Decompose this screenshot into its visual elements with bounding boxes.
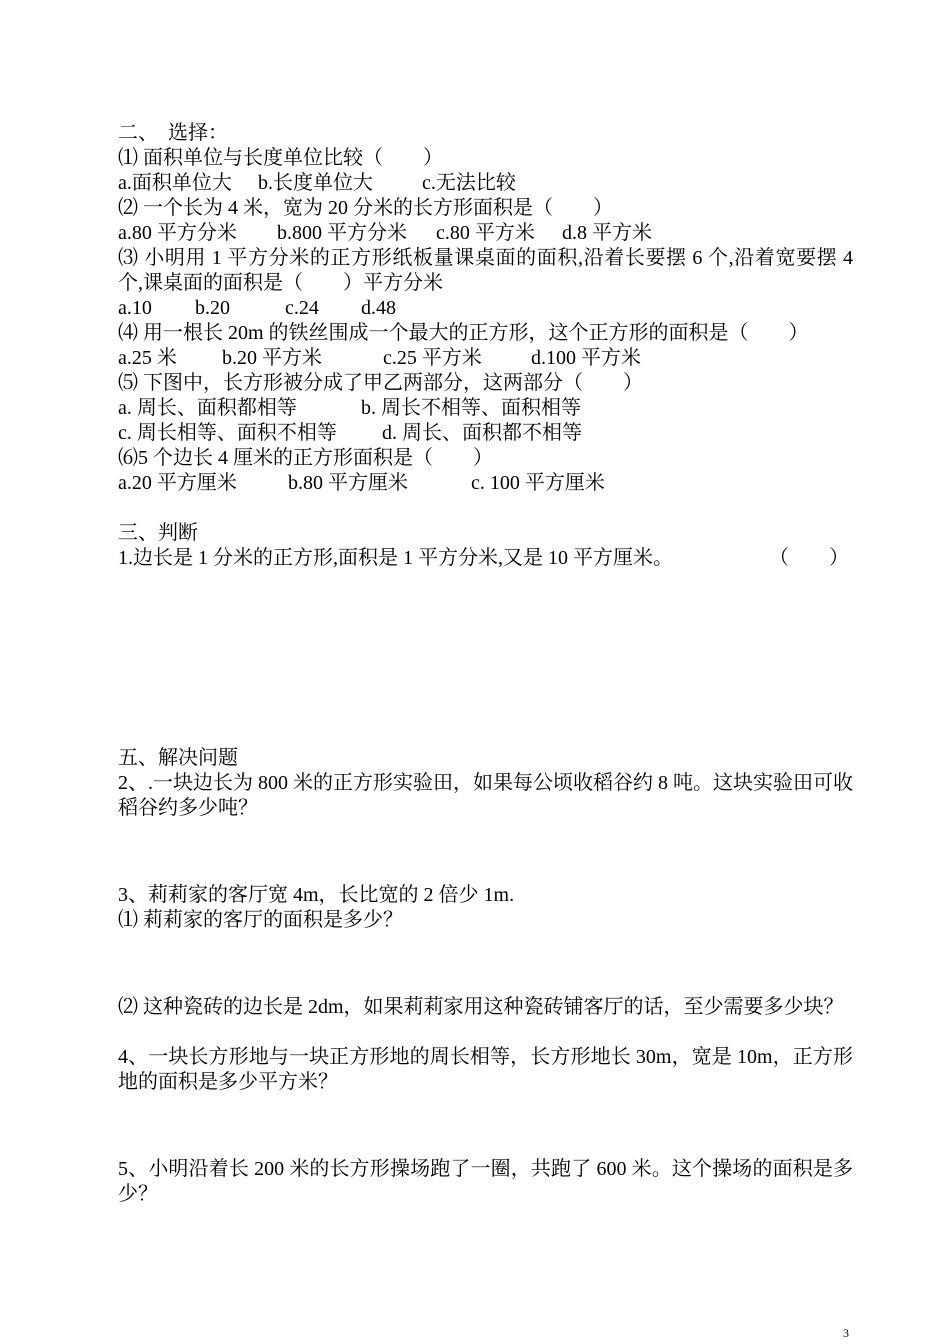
section-title: 二、 选择： bbox=[118, 122, 228, 144]
section-title: 三、判断 bbox=[118, 522, 198, 544]
option: a.面积单位大 bbox=[118, 172, 232, 194]
problem-3-part-1: ⑴ 莉莉家的客厅的面积是多少？ bbox=[118, 909, 403, 931]
page-number: 3 bbox=[843, 1326, 849, 1340]
option: b.长度单位大 bbox=[258, 172, 373, 194]
question-options bbox=[118, 346, 853, 371]
judge-item bbox=[118, 546, 853, 596]
judge-text: 1.边长是 1 分米的正方形,面积是 1 平方分米,又是 10 平方厘米。 bbox=[118, 547, 673, 569]
option: c.80 平方米 bbox=[436, 222, 535, 244]
judge-item bbox=[118, 696, 853, 721]
judge-item bbox=[118, 596, 853, 621]
option: d.8 平方米 bbox=[562, 222, 652, 244]
option: b.800 平方分米 bbox=[277, 222, 407, 244]
problem-5: 5、小明沿着长 200 米的长方形操场跑了一圈，共跑了 600 米。这个操场的面积是多少？ bbox=[118, 1158, 853, 1205]
option: c. 100 平方厘米 bbox=[471, 472, 605, 494]
fill-line-1 bbox=[118, 96, 853, 121]
question-options bbox=[118, 221, 853, 246]
question-stem: ⑵ 一个长为 4 米，宽为 20 分米的长方形面积是（ ） bbox=[118, 197, 613, 219]
option: a.80 平方分米 bbox=[118, 222, 237, 244]
question-stem: ⑹5 个边长 4 厘米的正方形面积是（ ） bbox=[118, 447, 493, 469]
question-stem: ⑸ 下图中，长方形被分成了甲乙两部分，这两部分（ ） bbox=[118, 372, 643, 394]
question-options bbox=[118, 296, 853, 321]
option: d.48 bbox=[361, 297, 396, 319]
option: d. 周长、面积都不相等 bbox=[382, 422, 582, 444]
question-options bbox=[118, 171, 853, 196]
question-options bbox=[118, 421, 853, 446]
option: b.20 平方米 bbox=[222, 347, 322, 369]
problem-3: 3、莉莉家的客厅宽 4m，长比宽的 2 倍少 1m. bbox=[118, 884, 515, 906]
option: a. 周长、面积都相等 bbox=[118, 397, 297, 419]
question-options bbox=[118, 396, 853, 421]
question-stem: ⑶ 小明用 1 平方分米的正方形纸板量课桌面的面积,沿着长要摆 6 个,沿着宽要摆 4 个,课桌面的面积是（ ）平方分米 bbox=[118, 247, 853, 294]
option: b.80 平方厘米 bbox=[288, 472, 408, 494]
option: c.24 bbox=[285, 297, 319, 319]
judge-item bbox=[118, 646, 853, 671]
option: a.20 平方厘米 bbox=[118, 472, 237, 494]
problem-2: 2、.一块边长为 800 米的正方形实验田，如果每公顷收稻谷约 8 吨。这块实验田可收稻谷约多少吨？ bbox=[118, 772, 853, 819]
judge-bracket: （ ） bbox=[769, 547, 849, 569]
option: a.25 米 bbox=[118, 347, 177, 369]
section-title: 五、解决问题 bbox=[118, 747, 238, 769]
option: a.10 bbox=[118, 297, 152, 319]
option: b.20 bbox=[195, 297, 230, 319]
problem-3-part-2: ⑵ 这种瓷砖的边长是 2dm，如果莉莉家用这种瓷砖铺客厅的话，至少需要多少块？ bbox=[118, 996, 844, 1018]
option: c.无法比较 bbox=[422, 172, 516, 194]
question-options bbox=[118, 471, 853, 496]
judge-item bbox=[118, 621, 853, 646]
option: c.25 平方米 bbox=[383, 347, 482, 369]
problem-4: 4、一块长方形地与一块正方形地的周长相等，长方形地长 30m，宽是 10m，正方形地的面积是多少平方米？ bbox=[118, 1046, 853, 1093]
option: d.100 平方米 bbox=[531, 347, 641, 369]
question-stem: ⑴ 面积单位与长度单位比较（ ） bbox=[118, 147, 443, 169]
worksheet-page bbox=[118, 96, 853, 1207]
question-stem: ⑷ 用一根长 20m 的铁丝围成一个最大的正方形，这个正方形的面积是（ ） bbox=[118, 322, 809, 344]
option: b. 周长不相等、面积相等 bbox=[361, 397, 581, 419]
option: c. 周长相等、面积不相等 bbox=[118, 422, 337, 444]
judge-item bbox=[118, 671, 853, 696]
